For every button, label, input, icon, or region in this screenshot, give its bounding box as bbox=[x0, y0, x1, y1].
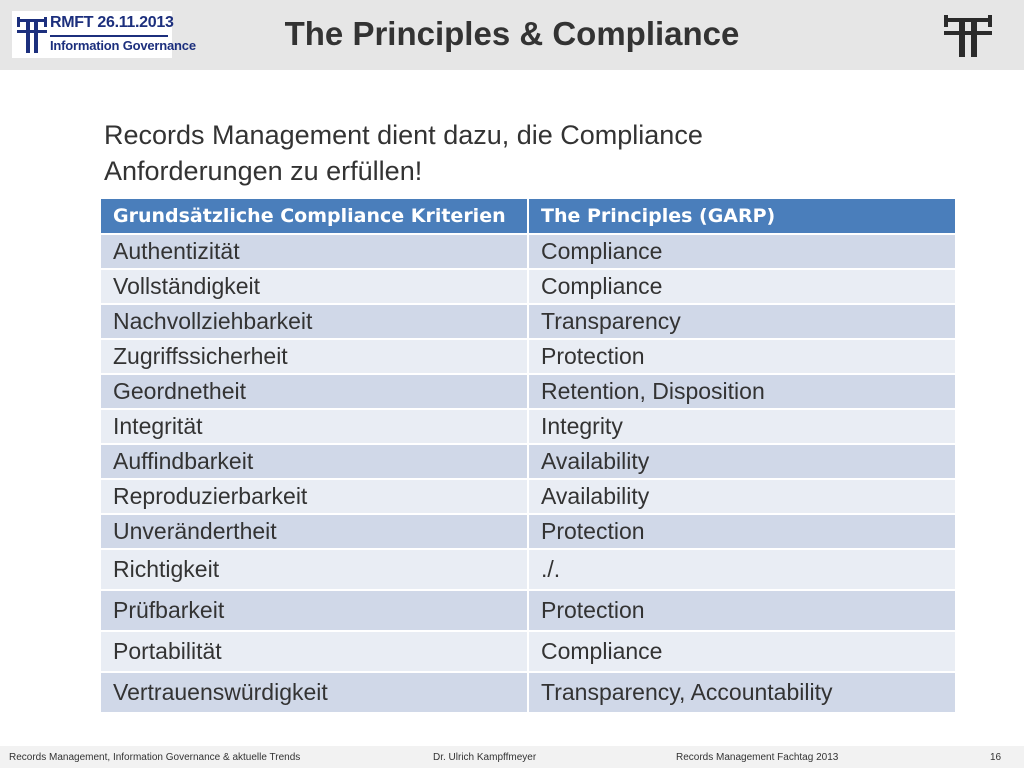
principle-cell: Protection bbox=[529, 515, 955, 550]
table-row bbox=[101, 673, 955, 714]
criterion-cell: Unverändertheit bbox=[101, 515, 529, 550]
table-row bbox=[101, 270, 955, 305]
principle-cell: Compliance bbox=[529, 270, 955, 305]
slide-title: The Principles & Compliance bbox=[284, 15, 740, 52]
table-row bbox=[101, 445, 955, 480]
table-row bbox=[101, 632, 955, 673]
column-header-criteria: Grundsätzliche Compliance Kriterien bbox=[101, 199, 529, 235]
table-row bbox=[101, 340, 955, 375]
criterion-cell: Vollständigkeit bbox=[101, 270, 529, 305]
principle-cell: Transparency, Accountability bbox=[529, 673, 955, 714]
footer-event: Records Management Fachtag 2013 bbox=[676, 752, 839, 763]
criterion-cell: Portabilität bbox=[101, 632, 529, 673]
criterion-cell: Integrität bbox=[101, 410, 529, 445]
principle-cell: Protection bbox=[529, 340, 955, 375]
criterion-cell: Prüfbarkeit bbox=[101, 591, 529, 632]
table-row bbox=[101, 550, 955, 591]
criterion-cell: Authentizität bbox=[101, 235, 529, 270]
intro-text: Records Management dient dazu, die Compliance Anforderungen zu erfüllen! bbox=[104, 120, 703, 186]
criterion-cell: Vertrauenswürdigkeit bbox=[101, 673, 529, 714]
slide-footer bbox=[0, 746, 1024, 768]
criterion-cell: Reproduzierbarkeit bbox=[101, 480, 529, 515]
principle-cell: Retention, Disposition bbox=[529, 375, 955, 410]
principle-cell: Transparency bbox=[529, 305, 955, 340]
table-row bbox=[101, 375, 955, 410]
principle-cell: Integrity bbox=[529, 410, 955, 445]
principle-cell: Compliance bbox=[529, 632, 955, 673]
principle-cell: Compliance bbox=[529, 235, 955, 270]
criterion-cell: Zugriffssicherheit bbox=[101, 340, 529, 375]
footer-author: Dr. Ulrich Kampffmeyer bbox=[433, 752, 537, 763]
logo-date-text: RMFT 26.11.2013 bbox=[50, 14, 174, 31]
table-row bbox=[101, 515, 955, 550]
criterion-cell: Nachvollziehbarkeit bbox=[101, 305, 529, 340]
principle-cell: ./. bbox=[529, 550, 955, 591]
table-row bbox=[101, 305, 955, 340]
footer-topic: Records Management, Information Governance & aktuelle Trends bbox=[9, 752, 301, 763]
criterion-cell: Geordnetheit bbox=[101, 375, 529, 410]
principle-cell: Protection bbox=[529, 591, 955, 632]
slide-header bbox=[0, 0, 1024, 70]
table-row bbox=[101, 591, 955, 632]
company-logo-icon bbox=[944, 15, 992, 57]
principle-cell: Availability bbox=[529, 480, 955, 515]
criterion-cell: Auffindbarkeit bbox=[101, 445, 529, 480]
principle-cell: Availability bbox=[529, 445, 955, 480]
column-header-principles: The Principles (GARP) bbox=[529, 199, 955, 235]
table-row bbox=[101, 235, 955, 270]
table-header-row bbox=[101, 199, 955, 235]
criterion-cell: Richtigkeit bbox=[101, 550, 529, 591]
table-row bbox=[101, 410, 955, 445]
logo-subtitle-text: Information Governance bbox=[50, 38, 196, 53]
table-row bbox=[101, 480, 955, 515]
page-number: 16 bbox=[990, 752, 1002, 763]
compliance-table bbox=[101, 199, 955, 714]
